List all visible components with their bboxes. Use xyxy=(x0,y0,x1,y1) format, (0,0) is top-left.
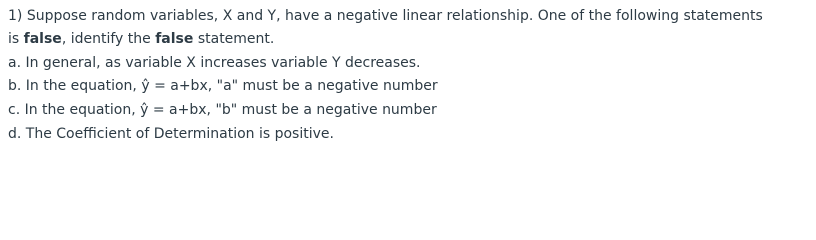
option-c: c. In the equation, ŷ = a+bx, "b" must be a negative number xyxy=(8,102,437,118)
option-d: d. The Coefficient of Determination is positive. xyxy=(8,126,334,142)
option-a: a. In general, as variable X increases variable Y decreases. xyxy=(8,55,421,71)
question-stem-line-1: 1) Suppose random variables, X and Y, have a negative linear relationship. One of the following statements xyxy=(8,8,763,24)
emphasis-false-2: false xyxy=(155,31,194,47)
stem-text: is xyxy=(8,31,24,47)
stem-text: statement. xyxy=(193,31,275,47)
option-b: b. In the equation, ŷ = a+bx, "a" must be a negative number xyxy=(8,78,438,94)
question-stem-line-2 xyxy=(8,28,274,50)
emphasis-false-1: false xyxy=(23,31,62,47)
stem-text: , identify the xyxy=(61,31,156,47)
